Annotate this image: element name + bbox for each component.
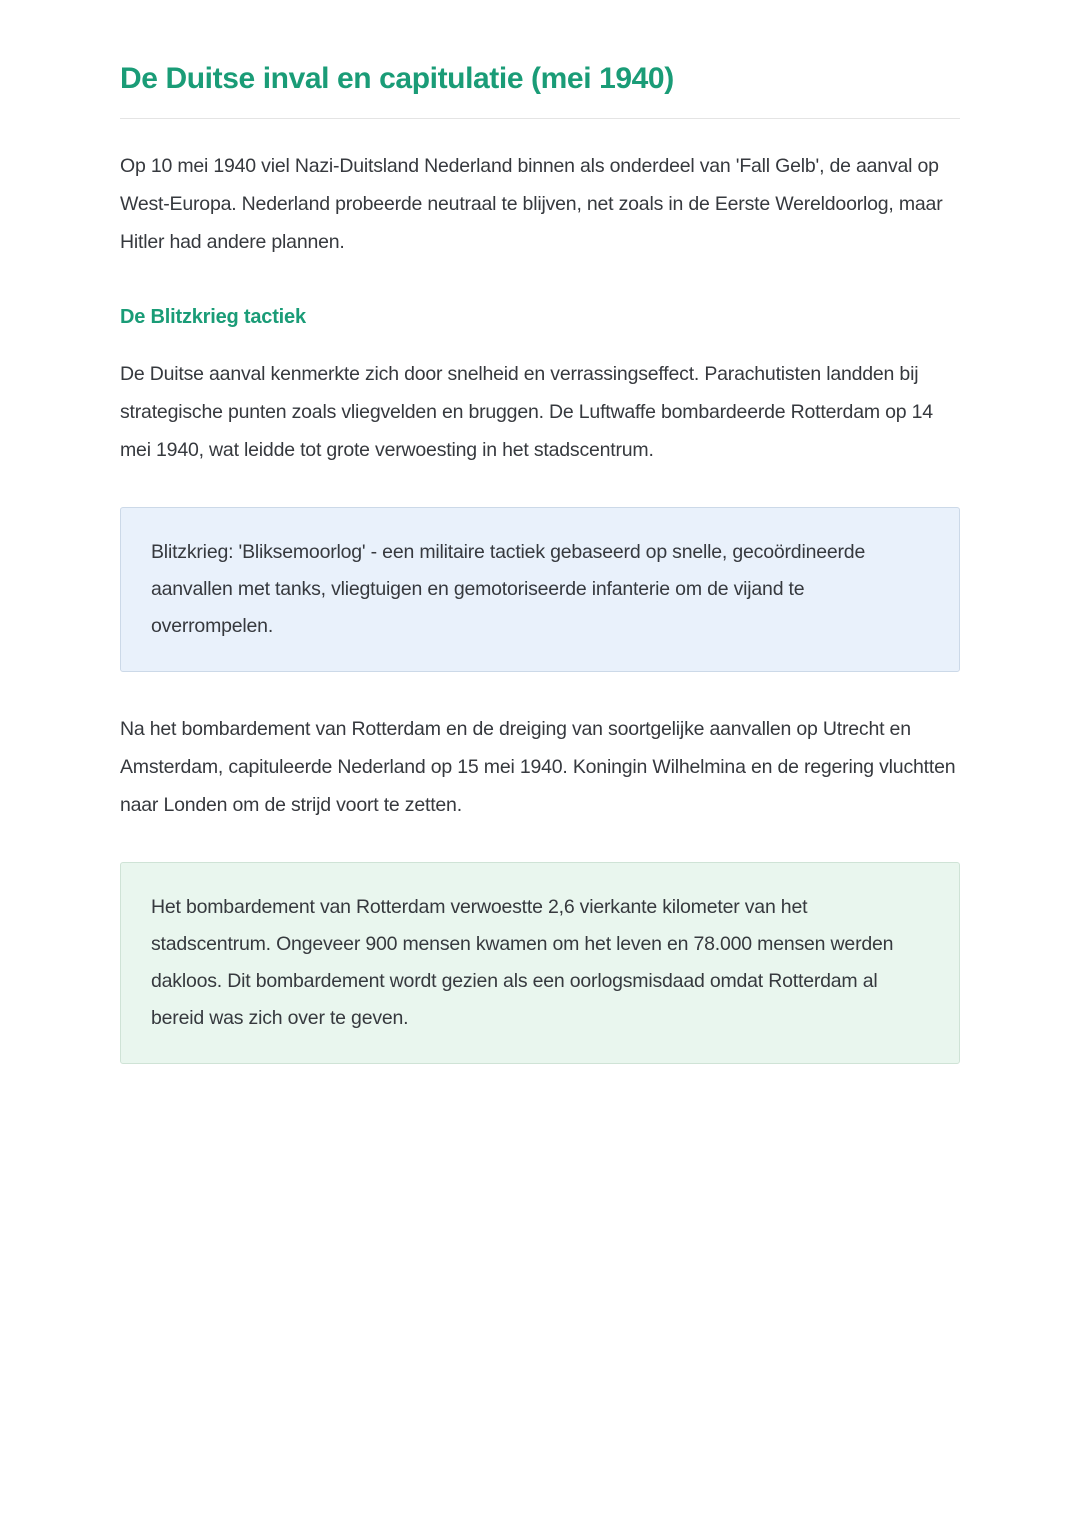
blitzkrieg-paragraph: De Duitse aanval kenmerkte zich door snelheid en verrassingseffect. Parachutisten landden bij strategische punten zoals vliegvelden en bruggen. De Luftwaffe bombardeerde Rotterdam op 14 mei 1940, wat leidde tot grote verwoesting in het stadscentrum. <box>120 362 933 461</box>
section-heading-blitzkrieg: De Blitzkrieg tactiek <box>120 305 306 328</box>
definition-callout-text: Blitzkrieg: 'Bliksemoorlog' - een militaire tactiek gebaseerd op snelle, gecoördineerde aanvallen met tanks, vliegtuigen en gemotoriseerde infanterie om de vijand te overrompelen. <box>151 540 866 637</box>
page-title: De Duitse inval en capitulatie (mei 1940) <box>120 62 674 95</box>
capitulation-paragraph: Na het bombardement van Rotterdam en de dreiging van soortgelijke aanvallen op Utrecht en Amsterdam, capituleerde Nederland op 15 mei 1940. Koningin Wilhelmina en de regering vluchtten naar Londen om de strijd voort te zetten. <box>120 717 956 816</box>
fact-callout-green <box>120 862 960 1064</box>
intro-paragraph: Op 10 mei 1940 viel Nazi-Duitsland Nederland binnen als onderdeel van 'Fall Gelb', de aanval op West-Europa. Nederland probeerde neutraal te blijven, net zoals in de Eerste Wereldoorlog, maar Hitler had andere plannen. <box>120 154 943 253</box>
title-divider <box>120 118 960 119</box>
definition-callout-blue <box>120 507 960 672</box>
fact-callout-text: Het bombardement van Rotterdam verwoestte 2,6 vierkante kilometer van het stadscentrum. Ongeveer 900 mensen kwamen om het leven en 78.000 mensen werden dakloos. Dit bombardement wordt gezien als een oorlogsmisdaad omdat Rotterdam al bereid was zich over te geven. <box>151 895 894 1029</box>
